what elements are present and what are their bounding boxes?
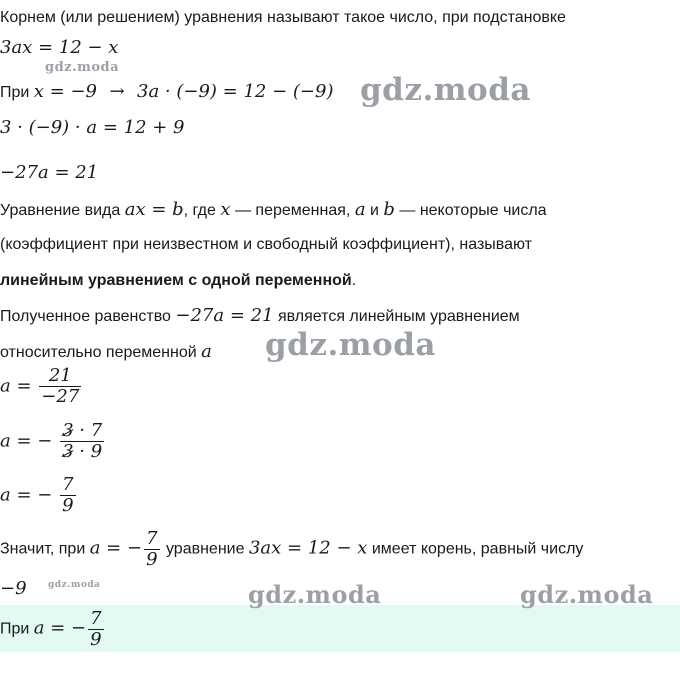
fraction-lhs: a = (0, 375, 32, 397)
linear-def-text: и (370, 202, 379, 219)
fraction-numerator: 7 (90, 608, 102, 629)
conclusion-equation: 3ax = 12 − x (248, 537, 368, 559)
watermark-medium: gdz.moda (248, 580, 382, 609)
definition-text: Корнем (или решением) уравнения называют такое число, при подстановке (0, 9, 566, 26)
result-text: относительно переменной (0, 344, 197, 361)
fraction (39, 366, 81, 407)
linear-def-text: Уравнение вида (0, 202, 121, 219)
conclusion-text: Значит, при (0, 540, 86, 558)
substitution-line (0, 81, 333, 104)
fraction (144, 529, 159, 570)
fraction-denominator (60, 441, 104, 462)
watermark-large: gdz.moda (360, 72, 531, 108)
fraction-lhs: a = − (0, 484, 53, 506)
fraction-lhs: a = − (0, 430, 53, 452)
watermark-medium: gdz.moda (520, 580, 654, 609)
linear-def-text: — некоторые числа (399, 202, 547, 219)
fraction-denominator: 9 (62, 495, 74, 516)
fraction-numerator: 7 (146, 528, 158, 549)
cancelled-factor: 3 (62, 441, 74, 462)
result-var: a (201, 341, 212, 362)
fraction-denominator: −27 (41, 386, 80, 407)
linear-def-text: — переменная, (234, 202, 351, 219)
substitution-x: x = −9 (33, 81, 98, 102)
linear-definition-line2: (коэффициент при неизвестном и свободный коэффициент), называют (0, 236, 532, 253)
fraction-step2 (0, 421, 106, 462)
linear-def-equation: ax = b (124, 199, 184, 220)
linear-definition-line1 (0, 199, 547, 222)
linear-def-var: a (354, 199, 366, 220)
fraction-step3 (0, 475, 78, 516)
arrow-icon: → (109, 81, 125, 102)
denominator-rest: · 9 (73, 441, 103, 462)
cancelled-factor: 3 (62, 420, 74, 441)
fraction (60, 475, 75, 516)
linear-definition-line3 (0, 270, 356, 292)
conclusion-line1 (0, 529, 583, 570)
linear-def-text: , где (183, 202, 216, 219)
answer-prefix: При (0, 620, 30, 638)
fraction (88, 609, 103, 650)
linear-def-dot: . (351, 272, 357, 289)
result-line1 (0, 305, 520, 328)
step1-equation: 3 · (−9) · a = 12 + 9 (0, 117, 185, 138)
conclusion-text: имеет корень, равный числу (371, 540, 584, 558)
result-line2 (0, 341, 212, 364)
result-equation: −27a = 21 (175, 305, 274, 326)
given-equation: 3ax = 12 − x (0, 37, 119, 58)
fraction-numerator: 7 (62, 474, 74, 495)
result-text: является линейным уравнением (278, 308, 520, 325)
watermark-small: gdz.moda (45, 60, 120, 75)
numerator-rest: · 7 (73, 420, 103, 441)
conclusion-lhs: a = − (89, 537, 143, 559)
fraction-numerator: 21 (48, 365, 72, 386)
linear-def-term: линейным уравнением с одной переменной (0, 272, 352, 289)
result-text: Полученное равенство (0, 308, 171, 325)
fraction-numerator (60, 421, 104, 441)
fraction-denominator: 9 (90, 629, 102, 650)
answer-lhs: a = − (33, 617, 87, 639)
substitution-expression: 3a · (−9) = 12 − (−9) (137, 81, 334, 102)
substitution-prefix: При (0, 84, 30, 101)
conclusion-text: уравнение (165, 540, 245, 558)
step2-equation: −27a = 21 (0, 162, 99, 183)
linear-def-var: b (383, 199, 395, 220)
fraction-step1 (0, 366, 83, 407)
highlighted-answer (0, 609, 106, 650)
conclusion-value: −9 (0, 578, 27, 599)
watermark-large: gdz.moda (265, 327, 436, 363)
fraction-denominator: 9 (146, 549, 158, 570)
watermark-tiny: gdz.moda (48, 580, 101, 590)
fraction (60, 421, 104, 462)
linear-def-var: x (220, 199, 231, 220)
